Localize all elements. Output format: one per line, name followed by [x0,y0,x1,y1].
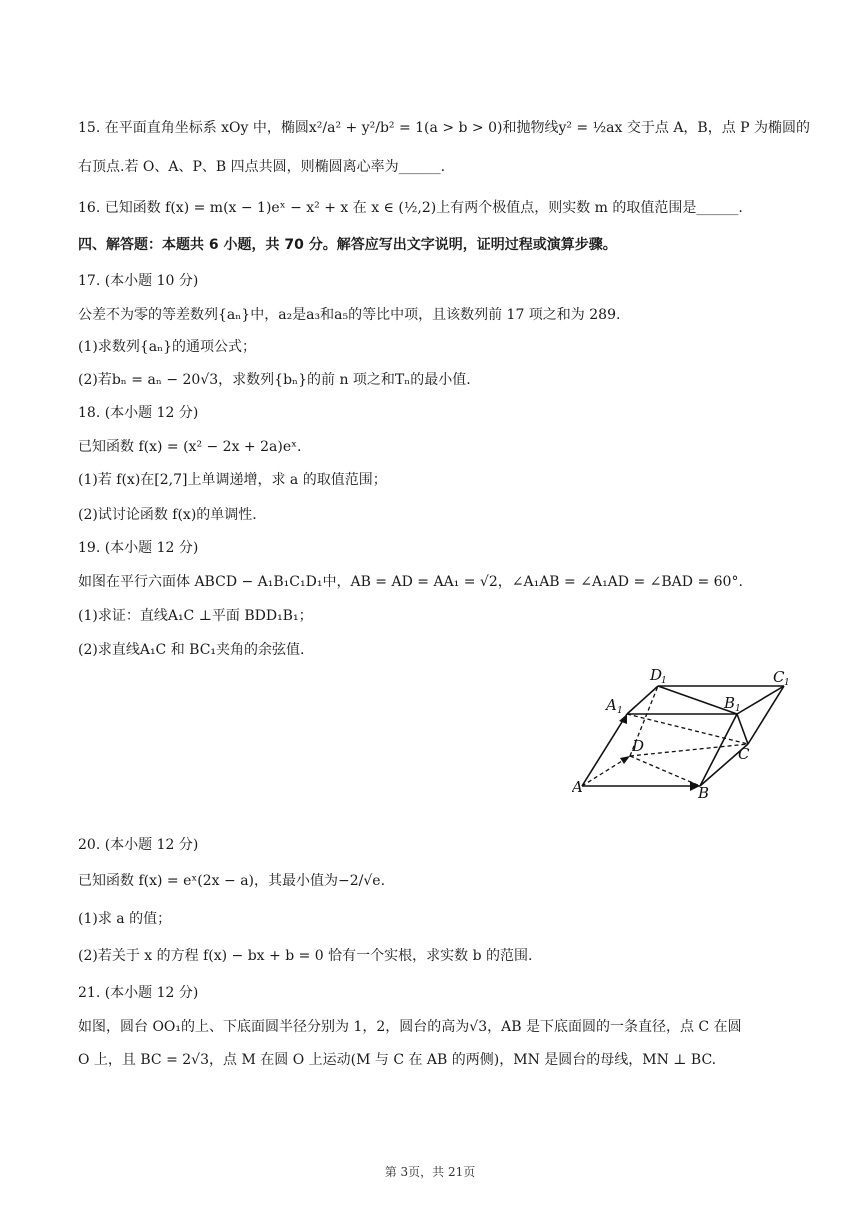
line-0: 15. 在平面直角坐标系 xOy 中，椭圆x²/a² + y²/b² = 1(a > b > 0)和抛物线y² = ½ax 交于点 A，B，点 P 为椭圆的 [78,120,811,136]
label-A1: A [606,696,617,714]
problem-18-title: 18. (本小题 12 分) [78,405,199,421]
line-5: 公差不为零的等差数列{aₙ}中，a₂是a₃和a₅的等比中项，且该数列前 17 项之和为 289. [78,307,621,323]
label-D1: D [650,666,663,684]
problem-20-title: 20. (本小题 12 分) [78,837,199,853]
line-22: O 上，且 BC = 2√3，点 M 在圆 O 上运动(M 与 C 在 AB 的两侧)，MN 是圆台的母线，MN ⊥ BC. [78,1052,717,1068]
problem-21-title: 21. (本小题 12 分) [78,985,199,1001]
line-19: (2)若关于 x 的方程 f(x) − bx + b = 0 恰有一个实根，求实数 b 的范围. [78,948,533,964]
label-A1-sub: 1 [617,706,623,716]
line-17: 已知函数 f(x) = eˣ(2x − a)，其最小值为−2/√e. [78,873,386,889]
line-9: 已知函数 f(x) = (x² − 2x + 2a)eˣ. [78,439,302,455]
section-heading: 四、解答题：本题共 6 小题，共 70 分。解答应写出文字说明，证明过程或演算步骤。 [78,237,617,253]
line-13: 如图在平行六面体 ABCD − A₁B₁C₁D₁中，AB = AD = AA₁ = √2，∠A₁AB = ∠A₁AD = ∠BAD = 60°. [78,574,743,590]
label-B1-sub: 1 [735,704,741,714]
parallelepiped-figure [572,666,812,806]
line-14: (1)求证：直线A₁C ⊥平面 BDD₁B₁； [78,608,313,624]
label-B1: B [724,694,736,712]
label-D: D [632,737,645,755]
line-1: 右顶点.若 O、A、P、B 四点共圆，则椭圆离心率为______. [78,159,446,175]
line-6: (1)求数列{aₙ}的通项公式； [78,339,257,355]
problem-19-title: 19. (本小题 12 分) [78,540,199,556]
line-2: 16. 已知函数 f(x) = m(x − 1)eˣ − x² + x 在 x ∈ (½,2)上有两个极值点，则实数 m 的取值范围是______. [78,200,743,216]
line-11: (2)试讨论函数 f(x)的单调性. [78,507,257,523]
line-21: 如图，圆台 OO₁的上、下底面圆半径分别为 1，2，圆台的高为√3，AB 是下底面圆的一条直径，点 C 在圆 [78,1019,742,1035]
line-18: (1)求 a 的值； [78,911,172,927]
problem-17-title: 17. (本小题 10 分) [78,273,199,289]
label-C: C [738,745,750,763]
line-7: (2)若bₙ = aₙ − 20√3，求数列{bₙ}的前 n 项之和Tₙ的最小值. [78,372,471,388]
line-15: (2)求直线A₁C 和 BC₁夹角的余弦值. [78,642,305,658]
page-footer: 第 3页，共 21页 [384,1165,476,1179]
line-10: (1)若 f(x)在[2,7]上单调递增，求 a 的取值范围； [78,472,387,488]
label-C1-sub: 1 [784,678,790,688]
label-B: B [698,784,710,802]
label-A: A [572,778,583,796]
label-D1-sub: 1 [661,676,667,686]
label-C1: C [773,668,785,686]
